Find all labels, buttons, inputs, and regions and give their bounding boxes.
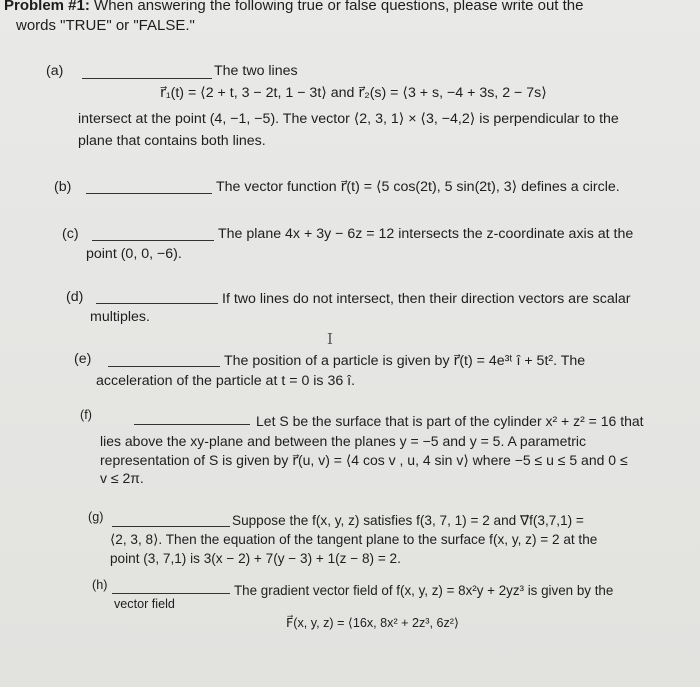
text-cursor-icon: I bbox=[327, 330, 333, 348]
question-a-line-3: intersect at the point (4, −1, −5). The vector ⟨2, 3, 1⟩ × ⟨3, −4,2⟩ is perpendicular to the bbox=[78, 111, 619, 127]
question-h-line-1: The gradient vector field of f(x, y, z) = 8x²y + 2yz³ is given by the bbox=[234, 583, 614, 598]
question-g-line-3: point (3, 7,1) is 3(x − 2) + 7(y − 3) + 1(z − 8) = 2. bbox=[110, 551, 401, 566]
question-h-answer-blank[interactable] bbox=[112, 593, 230, 594]
question-d-label: (d) bbox=[66, 289, 84, 305]
question-b-answer-blank[interactable] bbox=[86, 193, 212, 194]
instructions-line-1 bbox=[4, 0, 584, 15]
question-f-line-2: lies above the xy-plane and between the planes y = −5 and y = 5. A parametric bbox=[100, 433, 587, 449]
question-f-label: (f) bbox=[80, 408, 92, 422]
question-f-line-1: Let S be the surface that is part of the cylinder x² + z² = 16 that bbox=[256, 413, 644, 429]
question-c-answer-blank[interactable] bbox=[92, 240, 214, 241]
question-g-line-1: Suppose the f(x, y, z) satisfies f(3, 7, 1) = 2 and ∇⃗f(3,7,1) = bbox=[232, 513, 584, 528]
instructions-text: When answering the following true or false questions, please write out the bbox=[94, 0, 584, 14]
problem-label: Problem #1: bbox=[4, 0, 90, 14]
question-b-label: (b) bbox=[54, 179, 72, 195]
question-f-line-4: v ≤ 2π. bbox=[100, 470, 144, 486]
question-d-answer-blank[interactable] bbox=[96, 303, 218, 304]
question-f-line-3: representation of S is given by r⃗(u, v) = ⟨4 cos v , u, 4 sin v⟩ where −5 ≤ u ≤ 5 and 0 ≤ bbox=[100, 452, 628, 468]
question-e-line-2: acceleration of the particle at t = 0 is 36 î. bbox=[96, 373, 356, 389]
question-a-label: (a) bbox=[46, 63, 64, 79]
question-h-label: (h) bbox=[92, 578, 108, 592]
question-c-line-1: The plane 4x + 3y − 6z = 12 intersects the z-coordinate axis at the bbox=[218, 226, 634, 242]
question-a-line-4: plane that contains both lines. bbox=[78, 133, 266, 149]
question-c-label: (c) bbox=[62, 226, 79, 242]
question-g-label: (g) bbox=[88, 510, 104, 524]
question-h-line-3: F⃗(x, y, z) = ⟨16x, 8x² + 2z³, 6z²⟩ bbox=[286, 616, 459, 630]
question-e-line-1: The position of a particle is given by r⃗(t) = 4e³ᵗ î + 5t². The bbox=[224, 353, 586, 369]
question-a-line-1: The two lines bbox=[214, 63, 298, 79]
question-e-answer-blank[interactable] bbox=[108, 366, 220, 367]
instructions-line-2: words "TRUE" or "FALSE." bbox=[16, 17, 195, 34]
question-d-line-2: multiples. bbox=[90, 309, 150, 325]
question-e-label: (e) bbox=[74, 351, 92, 367]
question-g-line-2: ⟨2, 3, 8⟩. Then the equation of the tangent plane to the surface f(x, y, z) = 2 at the bbox=[110, 532, 598, 547]
question-g-answer-blank[interactable] bbox=[112, 526, 230, 527]
question-a-answer-blank[interactable] bbox=[82, 78, 212, 79]
question-c-line-2: point (0, 0, −6). bbox=[86, 246, 182, 262]
question-f-answer-blank[interactable] bbox=[134, 424, 250, 425]
question-d-line-1: If two lines do not intersect, then their direction vectors are scalar bbox=[222, 291, 631, 307]
question-h-line-2: vector field bbox=[114, 597, 175, 611]
question-b-line-1: The vector function r⃗(t) = ⟨5 cos(2t), 5 sin(2t), 3⟩ defines a circle. bbox=[216, 179, 620, 195]
question-a-line-2: r⃗₁(t) = ⟨2 + t, 3 − 2t, 1 − 3t⟩ and r⃗₂(s) = ⟨3 + s, −4 + 3s, 2 − 7s⟩ bbox=[160, 85, 547, 101]
